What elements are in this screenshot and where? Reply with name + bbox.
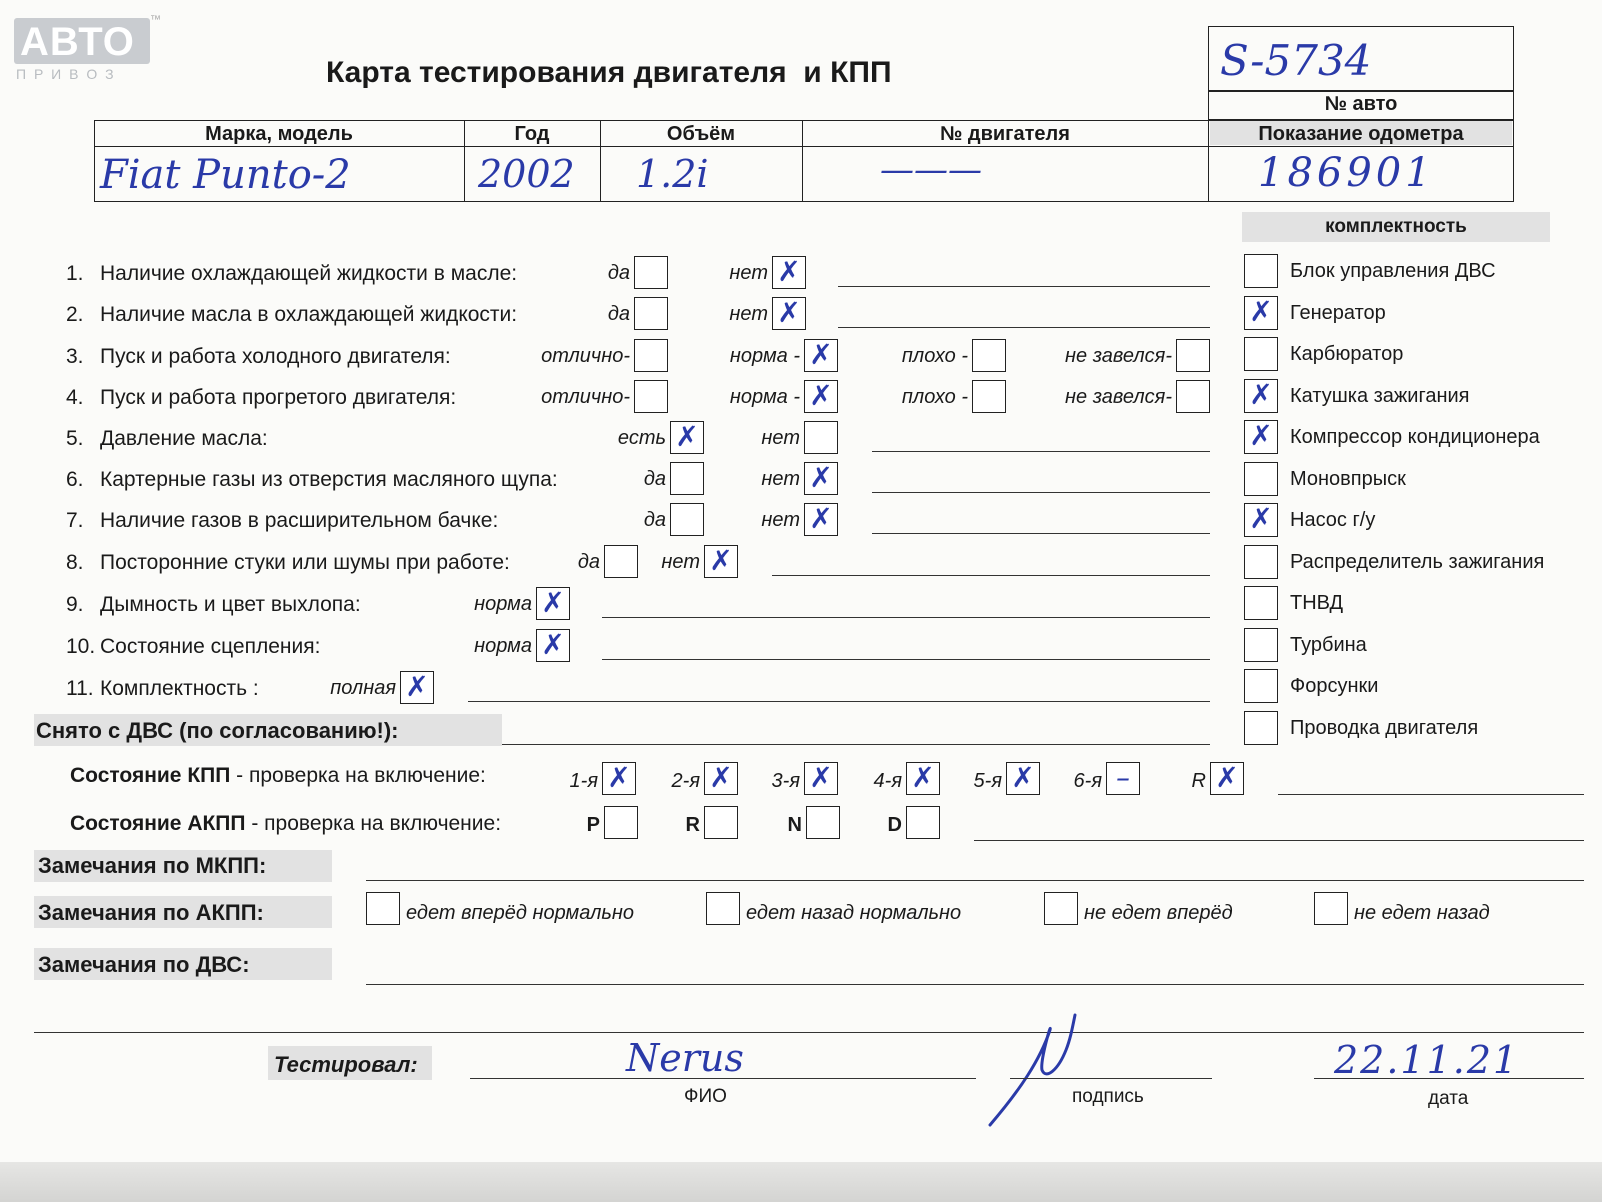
- komplektnost-checkbox-1[interactable]: [1244, 296, 1278, 330]
- komplektnost-checkbox-5-mark: [1245, 463, 1277, 495]
- row-9-option-1-checkbox-mark: ✗: [541, 586, 565, 619]
- header-row-divider: [94, 146, 1514, 147]
- scan-bottom-edge: [0, 1162, 1602, 1202]
- row-5-option-2-label: нет: [761, 427, 800, 449]
- row-9-label: Дымность и цвет выхлопа:: [100, 593, 361, 616]
- kpp-gear-1-checkbox-mark: ✗: [709, 761, 733, 794]
- komplektnost-label-5: Моновпрыск: [1290, 467, 1406, 490]
- auto-number-value: S-5734: [1220, 36, 1372, 85]
- row-10-number: 10.: [66, 635, 96, 658]
- row-6-number: 6.: [66, 468, 84, 491]
- row-1-number: 1.: [66, 262, 84, 285]
- value-model: Fiat Punto-2: [100, 152, 351, 198]
- value-year: 2002: [478, 152, 575, 196]
- row-3-option-4-checkbox[interactable]: [1176, 339, 1210, 372]
- row-5-option-1-label: есть: [617, 427, 666, 449]
- kpp-gear-6-checkbox[interactable]: [1210, 762, 1244, 795]
- row-1-option-2-label: нет: [729, 262, 768, 284]
- akpp-mode-0-checkbox[interactable]: [604, 806, 638, 839]
- avto-privoz-logo: [14, 18, 150, 64]
- akpp-mode-0-label: P: [586, 814, 600, 836]
- row-2-option-1-label: да: [607, 303, 630, 325]
- komplektnost-checkbox-10[interactable]: [1244, 669, 1278, 703]
- row-5-notes-line[interactable]: [872, 451, 1210, 452]
- fio-value: Nerus: [626, 1036, 744, 1080]
- komplektnost-label-2: Карбюратор: [1290, 343, 1404, 365]
- row-8-number: 8.: [66, 551, 84, 574]
- row-7-option-2-label: нет: [761, 509, 800, 531]
- komplektnost-checkbox-3[interactable]: [1244, 379, 1278, 413]
- row-5-option-2-checkbox[interactable]: [804, 421, 838, 454]
- akpp-remark-2-checkbox[interactable]: [1044, 892, 1078, 925]
- sign-line[interactable]: [1010, 1078, 1212, 1079]
- row-2-option-2-checkbox-mark: ✗: [777, 296, 801, 329]
- zam-mkpp-label: Замечания по МКПП:: [38, 853, 267, 878]
- row-10-option-1-checkbox[interactable]: [536, 629, 570, 662]
- row-8-option-2-checkbox[interactable]: [704, 545, 738, 578]
- komplektnost-checkbox-8-mark: [1245, 587, 1277, 619]
- komplektnost-checkbox-1-mark: ✗: [1249, 294, 1273, 328]
- row-5-label: Давление масла:: [100, 427, 268, 450]
- row-3-number: 3.: [66, 345, 84, 368]
- komplektnost-label-0: Блок управления ДВС: [1290, 260, 1496, 282]
- akpp-remark-2-label: не едет вперёд: [1084, 902, 1233, 924]
- akpp-mode-3-checkbox[interactable]: [906, 806, 940, 839]
- row-7-number: 7.: [66, 509, 84, 532]
- row-7-label: Наличие газов в расширительном бачке:: [100, 509, 499, 532]
- date-label: дата: [1428, 1088, 1469, 1109]
- komplektnost-checkbox-6[interactable]: [1244, 503, 1278, 537]
- komplektnost-label-8: ТНВД: [1290, 592, 1344, 614]
- komplektnost-checkbox-5[interactable]: [1244, 462, 1278, 496]
- komplektnost-label-3: Катушка зажигания: [1290, 384, 1470, 407]
- komplektnost-label-10: Форсунки: [1290, 675, 1379, 697]
- row-8-notes-line[interactable]: [772, 575, 1210, 576]
- komplektnost-checkbox-7[interactable]: [1244, 545, 1278, 579]
- header-col-year: Год: [514, 123, 550, 145]
- komplektnost-checkbox-7-mark: [1245, 546, 1277, 578]
- row-4-option-1-label: отлично-: [541, 386, 630, 408]
- row-8-option-2-checkbox-mark: ✗: [709, 544, 733, 577]
- kpp-gear-5-label: 6-я: [1073, 770, 1102, 792]
- komplektnost-label-6: Насос г/у: [1290, 509, 1376, 531]
- kpp-gear-2-label: 3-я: [771, 770, 800, 792]
- row-9-number: 9.: [66, 593, 84, 616]
- row-2-number: 2.: [66, 303, 84, 326]
- kpp-gear-5-checkbox-mark: –: [1116, 761, 1130, 794]
- komplektnost-checkbox-3-mark: ✗: [1249, 377, 1273, 411]
- komplektnost-label-11: Проводка двигателя: [1290, 716, 1479, 739]
- row-4-label: Пуск и работа прогретого двигателя:: [100, 386, 457, 409]
- row-8-option-2-label: нет: [661, 551, 700, 573]
- row-3-option-4-checkbox-mark: [1177, 340, 1209, 371]
- row-1-option-1-label: да: [607, 262, 630, 284]
- akpp-mode-1-checkbox[interactable]: [704, 806, 738, 839]
- row-11-notes-line[interactable]: [468, 701, 1210, 702]
- row-5-option-2-checkbox-mark: [805, 422, 837, 453]
- kpp-gear-5-checkbox[interactable]: [1106, 762, 1140, 795]
- signature-drawing: [980, 1000, 1110, 1130]
- akpp-label-rest: - проверка на включение:: [245, 812, 502, 835]
- komplektnost-checkbox-10-mark: [1245, 670, 1277, 702]
- form-title: Карта тестирования двигателя и КПП: [326, 56, 892, 89]
- akpp-remark-0-checkbox[interactable]: [366, 892, 400, 925]
- snyato-line[interactable]: [502, 744, 1210, 745]
- logo-text: АВТО: [20, 20, 135, 64]
- akpp-mode-1-label: R: [685, 814, 700, 836]
- zam-dvs-label: Замечания по ДВС:: [38, 952, 250, 977]
- komplektnost-checkbox-11-mark: [1245, 712, 1277, 744]
- row-5-option-1-checkbox-mark: ✗: [675, 420, 699, 453]
- sign-label: подпись: [1072, 1086, 1144, 1107]
- komplektnost-checkbox-6-mark: ✗: [1249, 502, 1273, 535]
- kpp-gear-3-checkbox[interactable]: [906, 762, 940, 795]
- akpp-label: [70, 812, 501, 836]
- kpp-label-rest: - проверка на включение:: [230, 764, 486, 787]
- row-4-option-4-checkbox[interactable]: [1176, 380, 1210, 413]
- row-2-option-2-label: нет: [729, 303, 768, 325]
- row-7-option-2-checkbox[interactable]: [804, 503, 838, 536]
- row-10-option-1-checkbox-mark: ✗: [541, 628, 565, 661]
- row-1-option-2-checkbox[interactable]: [772, 256, 806, 289]
- kpp-gear-4-label: 5-я: [973, 770, 1002, 792]
- value-odometer: 186901: [1258, 150, 1435, 196]
- row-11-label: Комплектность :: [100, 677, 259, 700]
- value-volume: 1.2i: [636, 152, 709, 196]
- row-4-number: 4.: [66, 386, 84, 409]
- kpp-gear-2-checkbox-mark: ✗: [809, 761, 833, 794]
- header-col-odometer: Показание одометра: [1258, 123, 1464, 145]
- row-9-notes-line[interactable]: [602, 617, 1210, 618]
- kpp-gear-3-checkbox-mark: ✗: [911, 761, 935, 794]
- row-3-option-3-label: плохо -: [901, 345, 968, 367]
- akpp-mode-1-checkbox-mark: [705, 807, 737, 838]
- komplektnost-title: комплектность: [1325, 216, 1467, 237]
- row-3-label: Пуск и работа холодного двигателя:: [100, 345, 451, 368]
- akpp-remark-3-checkbox-mark: [1315, 893, 1347, 924]
- tested-label: Тестировал:: [274, 1052, 418, 1077]
- kpp-gear-3-label: 4-я: [873, 770, 902, 792]
- row-2-option-2-checkbox[interactable]: [772, 297, 806, 330]
- row-1-option-2-checkbox-mark: ✗: [777, 255, 801, 288]
- komplektnost-label-1: Генератор: [1290, 301, 1386, 324]
- komplektnost-label-4: Компрессор кондиционера: [1290, 426, 1540, 448]
- row-3-option-2-checkbox-mark: ✗: [809, 338, 833, 371]
- akpp-remark-0-checkbox-mark: [367, 893, 399, 924]
- row-4-option-2-checkbox-mark: ✗: [809, 379, 833, 412]
- header-col-model: Марка, модель: [205, 123, 353, 145]
- row-5-number: 5.: [66, 427, 84, 450]
- row-3-option-4-label: не завелся-: [1065, 345, 1172, 367]
- akpp-mode-3-checkbox-mark: [907, 807, 939, 838]
- kpp-gear-1-checkbox[interactable]: [704, 762, 738, 795]
- row-9-option-1-label: норма: [474, 593, 532, 615]
- akpp-remark-1-label: едет назад нормально: [746, 902, 962, 924]
- komplektnost-checkbox-11[interactable]: [1244, 711, 1278, 745]
- kpp-gear-0-checkbox-mark: ✗: [607, 761, 631, 794]
- zam-dvs-line[interactable]: [366, 984, 1584, 985]
- row-2-label: Наличие масла в охлаждающей жидкости:: [100, 303, 518, 326]
- komplektnost-checkbox-8[interactable]: [1244, 586, 1278, 620]
- row-3-option-1-label: отлично-: [541, 345, 630, 367]
- komplektnost-checkbox-9-mark: [1245, 629, 1277, 661]
- zam-akpp-label: Замечания по АКПП:: [38, 900, 264, 925]
- zam-mkpp-line[interactable]: [366, 880, 1584, 881]
- row-7-option-2-checkbox-mark: ✗: [809, 502, 833, 535]
- row-6-notes-line[interactable]: [872, 492, 1210, 493]
- akpp-remark-3-label: не едет назад: [1354, 902, 1490, 924]
- row-4-option-3-label: плохо -: [901, 386, 968, 408]
- logo-subtext: П Р И В О З: [16, 66, 116, 82]
- fio-line[interactable]: [470, 1078, 976, 1079]
- kpp-gear-1-label: 2-я: [671, 770, 700, 792]
- kpp-gear-2-checkbox[interactable]: [804, 762, 838, 795]
- akpp-mode-2-label: N: [787, 814, 802, 836]
- akpp-remark-1-checkbox[interactable]: [706, 892, 740, 925]
- snyato-label: Снято с ДВС (по согласованию!):: [36, 718, 399, 743]
- row-6-option-2-label: нет: [761, 468, 800, 490]
- row-11-option-1-label: полная: [330, 677, 396, 699]
- komplektnost-checkbox-0-mark: [1245, 255, 1277, 287]
- akpp-remark-1-checkbox-mark: [707, 893, 739, 924]
- komplektnost-checkbox-0[interactable]: [1244, 254, 1278, 288]
- komplektnost-checkbox-2-mark: [1245, 338, 1277, 370]
- header-col-volume: Объём: [666, 123, 736, 145]
- kpp-gear-0-checkbox[interactable]: [602, 762, 636, 795]
- kpp-gear-0-label: 1-я: [569, 770, 598, 792]
- row-6-option-1-label: да: [643, 468, 666, 490]
- header-col-engine-number: № двигателя: [940, 123, 1070, 145]
- row-3-option-2-label: норма -: [729, 345, 800, 367]
- row-10-option-1-label: норма: [474, 635, 532, 657]
- row-6-label: Картерные газы из отверстия масляного щупа:: [100, 468, 558, 491]
- akpp-mode-3-label: D: [887, 814, 902, 836]
- komplektnost-checkbox-4-mark: ✗: [1249, 419, 1273, 452]
- kpp-gear-6-checkbox-mark: ✗: [1215, 761, 1239, 794]
- kpp-line[interactable]: [1278, 794, 1584, 795]
- row-1-notes-line[interactable]: [838, 286, 1210, 287]
- akpp-line[interactable]: [974, 840, 1584, 841]
- kpp-label: [70, 764, 486, 788]
- auto-number-label: № авто: [1324, 93, 1398, 115]
- row-4-option-2-label: норма -: [729, 386, 800, 408]
- row-10-label: Состояние сцепления:: [100, 635, 321, 658]
- row-4-option-4-label: не завелся-: [1065, 386, 1172, 408]
- akpp-remark-0-label: едет вперёд нормально: [406, 902, 635, 924]
- date-value: 22.11.21: [1334, 1038, 1520, 1082]
- logo-tm: ™: [150, 14, 161, 26]
- row-8-label: Посторонние стуки или шумы при работе:: [100, 551, 510, 574]
- komplektnost-label-9: Турбина: [1290, 633, 1367, 656]
- row-8-option-1-label: да: [577, 551, 600, 573]
- akpp-mode-2-checkbox[interactable]: [806, 806, 840, 839]
- komplektnost-checkbox-9[interactable]: [1244, 628, 1278, 662]
- row-1-label: Наличие охлаждающей жидкости в масле:: [100, 262, 518, 285]
- separator-line: [34, 1032, 1584, 1033]
- row-11-number: 11.: [66, 677, 94, 700]
- akpp-remark-3-checkbox[interactable]: [1314, 892, 1348, 925]
- row-7-notes-line[interactable]: [872, 533, 1210, 534]
- row-11-option-1-checkbox-mark: ✗: [405, 670, 429, 703]
- kpp-gear-4-checkbox-mark: ✗: [1011, 761, 1035, 794]
- kpp-label-bold: Состояние КПП: [70, 764, 231, 787]
- kpp-gear-4-checkbox[interactable]: [1006, 762, 1040, 795]
- row-9-option-1-checkbox[interactable]: [536, 587, 570, 620]
- value-engine-number: ———: [880, 150, 982, 190]
- row-11-option-1-checkbox[interactable]: [400, 671, 434, 704]
- row-6-option-2-checkbox[interactable]: [804, 462, 838, 495]
- kpp-gear-6-label: R: [1191, 770, 1206, 792]
- akpp-label-bold: Состояние АКПП: [70, 812, 246, 835]
- akpp-remark-2-checkbox-mark: [1045, 893, 1077, 924]
- komplektnost-checkbox-2[interactable]: [1244, 337, 1278, 371]
- row-10-notes-line[interactable]: [602, 659, 1210, 660]
- akpp-mode-0-checkbox-mark: [605, 807, 637, 838]
- row-7-option-1-label: да: [643, 509, 666, 531]
- komplektnost-checkbox-4[interactable]: [1244, 420, 1278, 454]
- date-line[interactable]: [1314, 1078, 1584, 1079]
- row-4-option-4-checkbox-mark: [1177, 381, 1209, 412]
- komplektnost-label-7: Распределитель зажигания: [1290, 550, 1545, 573]
- row-2-notes-line[interactable]: [838, 327, 1210, 328]
- akpp-mode-2-checkbox-mark: [807, 807, 839, 838]
- fio-label: ФИО: [684, 1086, 727, 1107]
- row-6-option-2-checkbox-mark: ✗: [809, 461, 833, 494]
